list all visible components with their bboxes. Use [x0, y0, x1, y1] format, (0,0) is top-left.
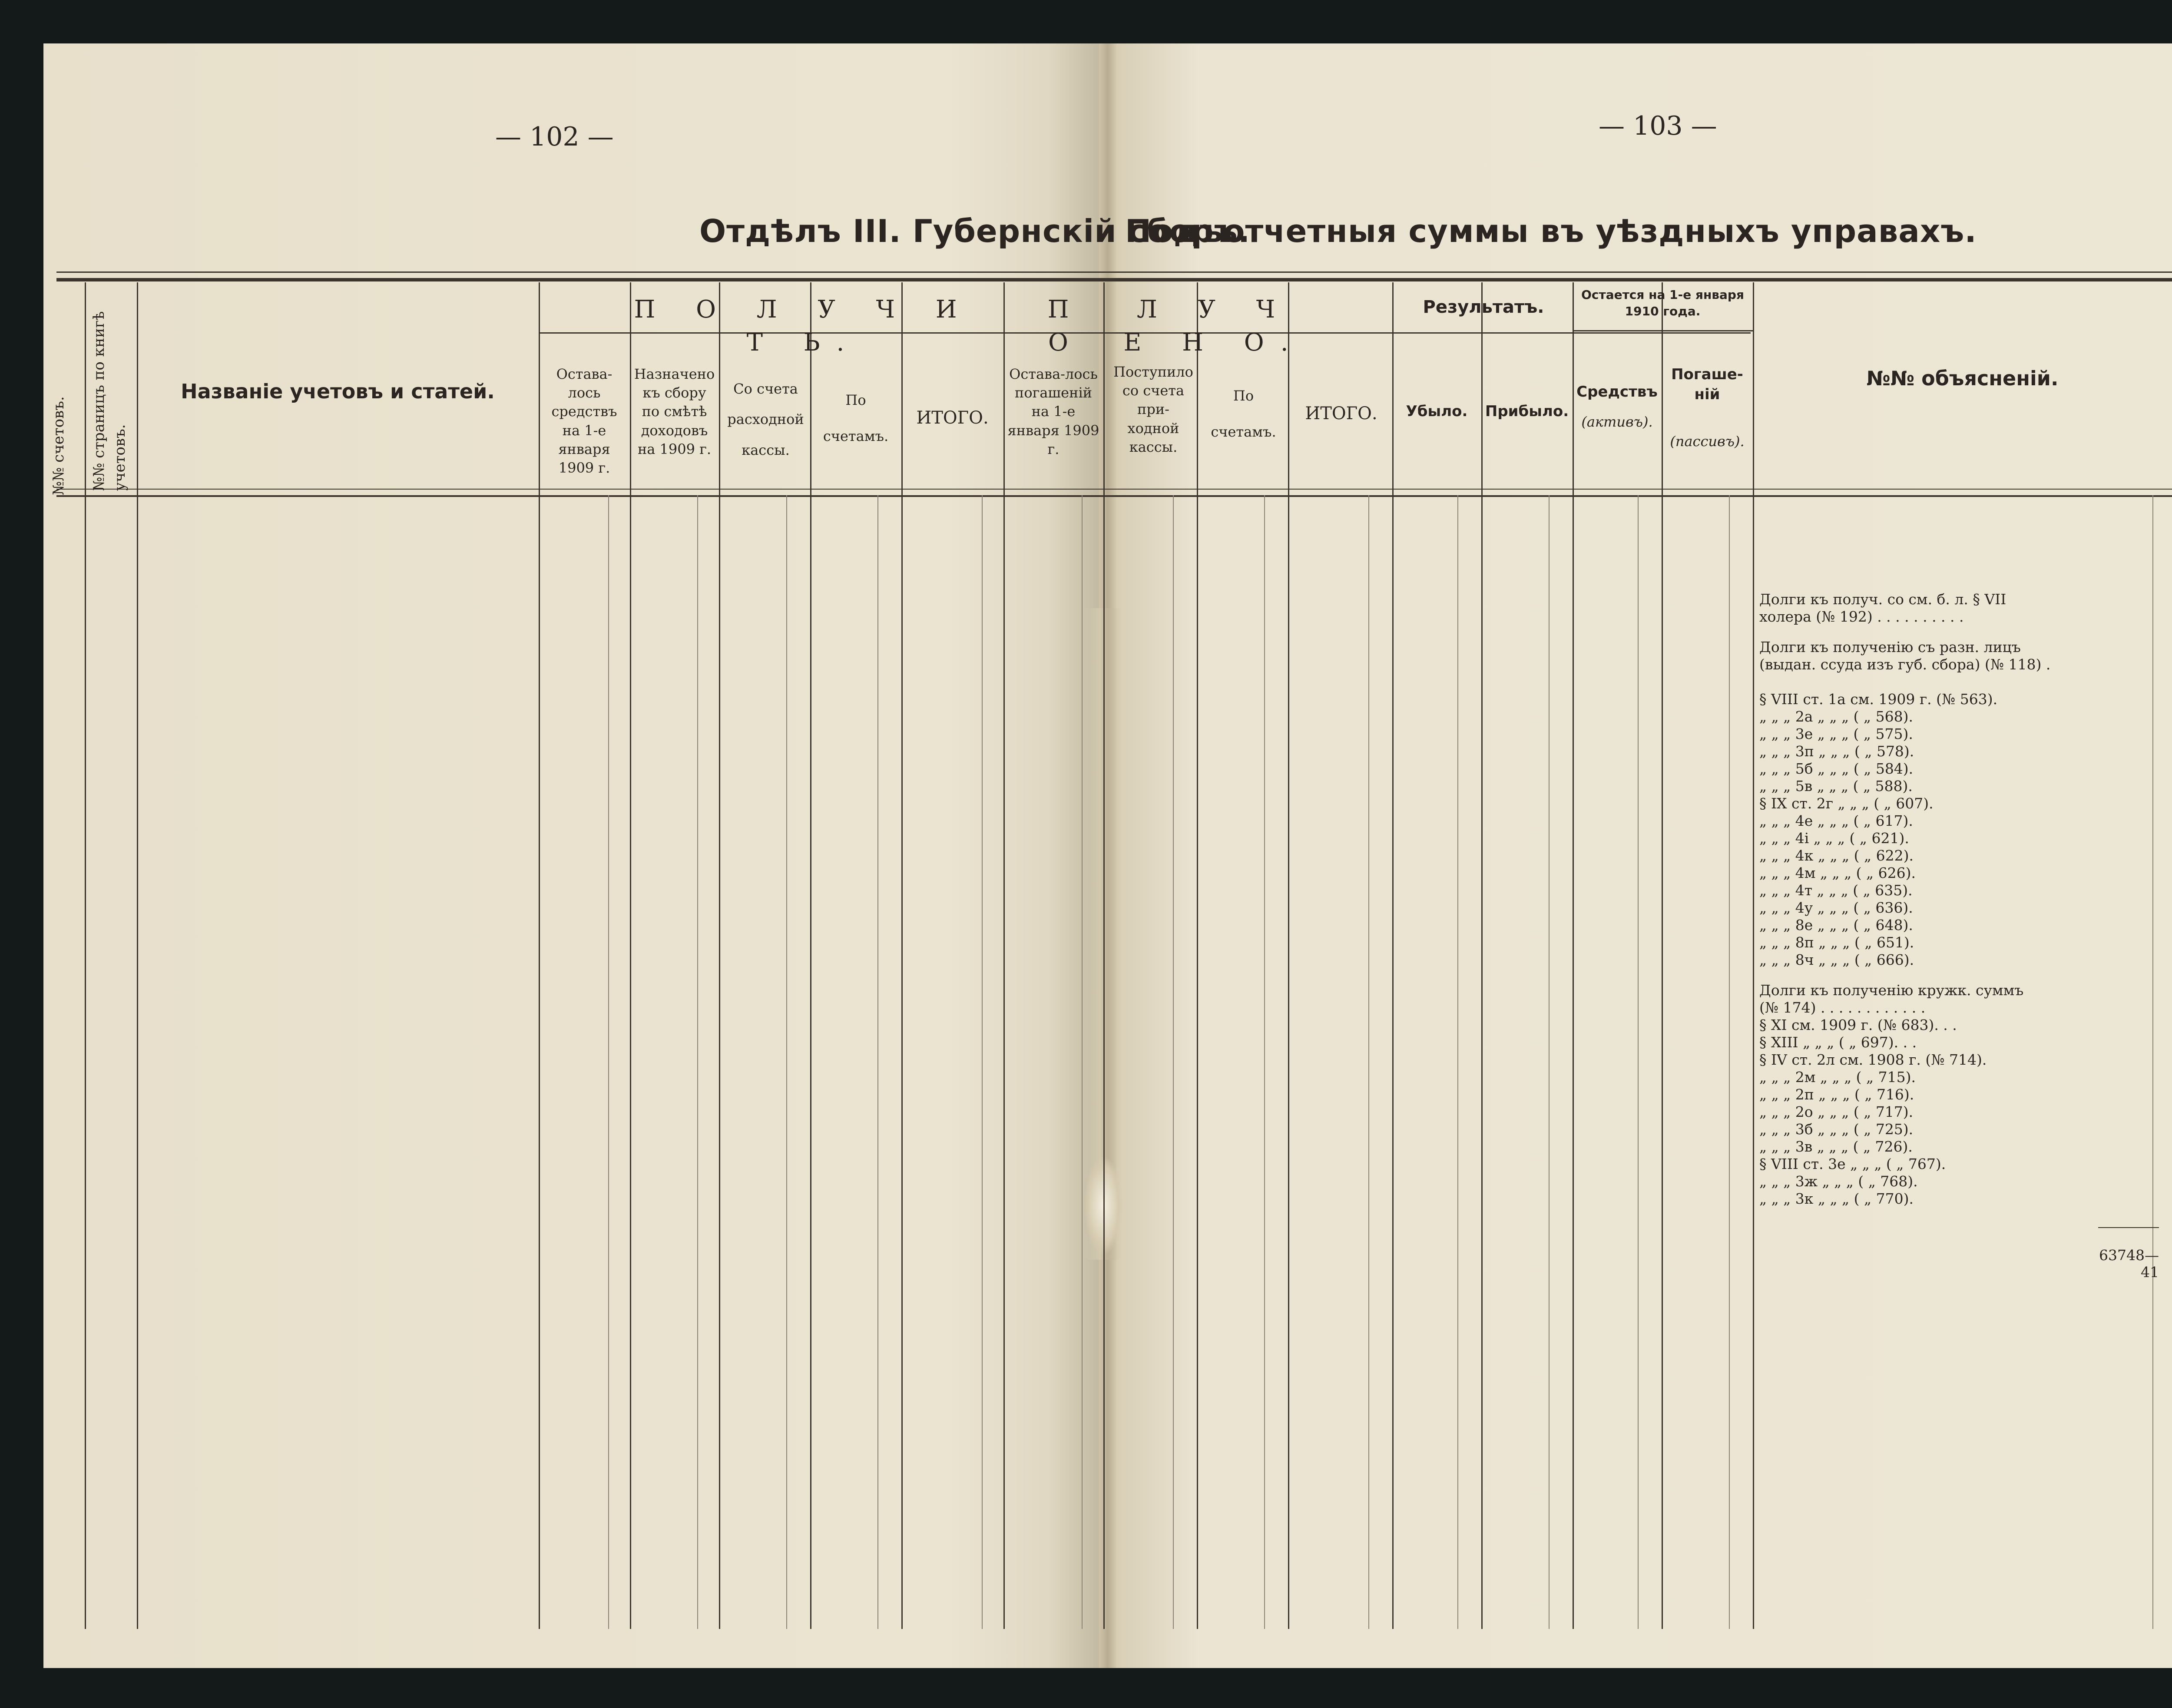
- explanation-text: „ „ „ 5б „ „ „ ( „ 584).: [1759, 760, 1914, 777]
- col-line: [719, 282, 720, 1629]
- explanation-text: (выдан. ссуда изъ губ. сбора) (№ 118) .: [1759, 656, 2051, 673]
- explanation-line: [1759, 725, 2172, 743]
- explanation-line: [1759, 934, 2172, 951]
- col-line: [1197, 282, 1198, 1629]
- explanation-line: [1759, 760, 2172, 778]
- header-ubylo: Убыло.: [1406, 403, 1468, 420]
- header-result: Результатъ.: [1423, 297, 1544, 317]
- col-line: [539, 282, 540, 1629]
- explanation-text: „ „ „ 8п „ „ „ ( „ 651).: [1759, 934, 1914, 951]
- left-title: Отдѣлъ III. Губернскій сборъ.: [699, 213, 1251, 249]
- sub-col-line: [1638, 495, 1639, 1629]
- header-receive: П О Л У Ч И Т Ь.: [634, 295, 973, 357]
- explanation-text: „ „ „ 2м „ „ „ ( „ 715).: [1759, 1069, 1916, 1086]
- explanation-line: [1759, 656, 2172, 673]
- col-line: [810, 282, 811, 1629]
- explanation-text: „ „ „ 3б „ „ „ ( „ 725).: [1759, 1121, 1914, 1138]
- top-rule-thin: [56, 271, 2172, 273]
- explanation-line: [1759, 1103, 2172, 1121]
- explanation-text: „ „ „ 3п „ „ „ ( „ 578).: [1759, 743, 1914, 760]
- explanation-line: [1759, 708, 2172, 725]
- explanation-text: „ „ „ 4к „ „ „ ( „ 622).: [1759, 847, 1914, 864]
- explanation-text: § IX ст. 2г „ „ „ ( „ 607).: [1759, 795, 1934, 812]
- header-aktiv: (активъ).: [1581, 414, 1653, 430]
- explanation-text: „ „ „ 4і „ „ „ ( „ 621).: [1759, 830, 1909, 847]
- explanation-text: § VIII ст. 3е „ „ „ ( „ 767).: [1759, 1155, 1946, 1172]
- explanation-line: [1759, 608, 2172, 626]
- sub-col-line: [1457, 495, 1458, 1629]
- explanation-text: Долги къ полученію съ разн. лицъ: [1759, 639, 2021, 655]
- explanation-text: „ „ „ 8е „ „ „ ( „ 648).: [1759, 917, 1913, 933]
- col-line: [137, 282, 138, 1629]
- explanation-line: [1759, 1173, 2172, 1190]
- right-page-number: — 103 —: [1599, 111, 1717, 141]
- explanation-text: „ „ „ 2о „ „ „ ( „ 717).: [1759, 1103, 1914, 1120]
- sub-col-line: [877, 495, 878, 1629]
- header-received-b: Л У Ч Е Н О.: [1123, 295, 1305, 357]
- explanation-line: [1759, 951, 2172, 969]
- sub-col-line: [1264, 495, 1265, 1629]
- explanation-line: [1759, 999, 2172, 1016]
- header-page-numbers: №№ страницъ по книгѣ учетовъ.: [90, 311, 129, 491]
- sub-col-line: [982, 495, 983, 1629]
- explanation-text: „ „ „ 3ж „ „ „ ( „ 768).: [1759, 1173, 1918, 1190]
- explanation-line: [1759, 882, 2172, 899]
- header-po-schetam-2: По счетамъ.: [1211, 387, 1276, 440]
- explanation-text: „ „ „ 4т „ „ „ ( „ 635).: [1759, 882, 1913, 899]
- right-title: Подъотчетныя суммы въ уѣздныхъ управахъ.: [1125, 213, 1977, 249]
- sub-col-line: [1368, 495, 1369, 1629]
- top-rule: [56, 278, 2172, 281]
- header-postupilo: Поступило со счета при-ходной кассы.: [1113, 364, 1193, 455]
- explanation-line: [1759, 591, 2172, 608]
- explanation-line: [1759, 639, 2172, 656]
- explanation-line: [1759, 899, 2172, 917]
- col-line: [630, 282, 631, 1629]
- col-line: [1103, 282, 1105, 1629]
- explanation-text: „ „ „ 8ч „ „ „ ( „ 666).: [1759, 951, 1914, 968]
- explanation-line: [1759, 812, 2172, 830]
- header-itogo-1: ИТОГО.: [916, 408, 989, 428]
- col-line: [1288, 282, 1289, 1629]
- explanation-text: § XIII „ „ „ ( „ 697). . .: [1759, 1034, 1917, 1051]
- col-line: [1573, 282, 1574, 1629]
- explanation-line: [1759, 1051, 2172, 1069]
- explanation-text: „ „ „ 4у „ „ „ ( „ 636).: [1759, 899, 1913, 916]
- explanation-line: [1759, 1034, 2172, 1051]
- left-page-number: — 102 —: [495, 122, 614, 152]
- header-sredstv: Средствъ: [1576, 383, 1658, 401]
- sub-col-line: [1173, 495, 1174, 1629]
- col-line: [1481, 282, 1483, 1629]
- header-so-scheta: Со счета расходной кассы.: [727, 381, 804, 458]
- col-line: [85, 282, 86, 1629]
- explanation-text: § IV ст. 2л см. 1908 г. (№ 714).: [1759, 1051, 1987, 1068]
- explanation-line: [1759, 917, 2172, 934]
- sub-col-line: [1549, 495, 1550, 1629]
- explanation-line: [1759, 830, 2172, 847]
- header-pogashenii: Погаше-ній: [1671, 366, 1743, 403]
- explanation-line: [1759, 1190, 2172, 1208]
- header-bottom-rule-thin: [56, 489, 2172, 490]
- header-pribylo: Прибыло.: [1485, 403, 1569, 420]
- header-received-a: П О: [1047, 295, 1086, 357]
- explanation-text: „ „ „ 3к „ „ „ ( „ 770).: [1759, 1190, 1914, 1207]
- header-naznacheno: Назначено къ сбору по смѣтѣ доходовъ на 1909 г.: [634, 366, 715, 457]
- header-ostavalos-pog: Остава-лось погашеній на 1-е января 1909 г.: [1007, 366, 1099, 457]
- explanation-line: [1759, 795, 2172, 812]
- explanation-text: „ „ „ 3в „ „ „ ( „ 726).: [1759, 1138, 1913, 1155]
- header-ostavalos: Остава-лось средствъ на 1-е января 1909 г.: [551, 366, 617, 476]
- header-accounts-number: №№ счетовъ.: [50, 396, 67, 495]
- explanation-line: [1759, 1086, 2172, 1103]
- explanation-line: [1759, 691, 2172, 708]
- explanation-line: [1759, 1155, 2172, 1173]
- explanation-line: [1759, 847, 2172, 864]
- explanation-text: „ „ „ 4м „ „ „ ( „ 626).: [1759, 864, 1916, 881]
- explanation-text: холера (№ 192) . . . . . . . . . .: [1759, 608, 1964, 625]
- sub-col-line: [608, 495, 609, 1629]
- explanation-line: [1759, 778, 2172, 795]
- header-remain: Остается на 1-е января 1910 года.: [1581, 288, 1744, 318]
- sub-col-line: [697, 495, 698, 1629]
- explanation-text: § VIII ст. 1а см. 1909 г. (№ 563).: [1759, 691, 1998, 708]
- header-explanations: №№ объясненій.: [1866, 367, 2059, 390]
- sub-col-line: [1729, 495, 1730, 1629]
- header-name-col: Названіе учетовъ и статей.: [181, 380, 495, 403]
- explanation-text: § XI см. 1909 г. (№ 683). . .: [1759, 1016, 1957, 1033]
- sub-col-line: [786, 495, 787, 1629]
- col-line: [1753, 282, 1754, 1629]
- explanation-text: Долги къ полученію кружк. суммъ: [1759, 982, 2024, 999]
- explanation-text: „ „ „ 2а „ „ „ ( „ 568).: [1759, 708, 1913, 725]
- explanation-text: „ „ „ 4е „ „ „ ( „ 617).: [1759, 812, 1913, 829]
- total-rule: [2098, 1227, 2159, 1228]
- explanation-line: [1759, 982, 2172, 999]
- header-passiv: (пассивъ).: [1670, 433, 1745, 450]
- col-line: [901, 282, 903, 1629]
- explanation-line: [1759, 1016, 2172, 1034]
- explanation-text: Долги къ получ. со см. б. л. § VII: [1759, 591, 2006, 608]
- header-bottom-rule: [56, 495, 2172, 497]
- explanation-line: [1759, 1069, 2172, 1086]
- sub-col-line: [1082, 495, 1083, 1629]
- explanation-text: „ „ „ 2п „ „ „ ( „ 716).: [1759, 1086, 1914, 1103]
- explanation-text: „ „ „ 5в „ „ „ ( „ 588).: [1759, 778, 1913, 794]
- explanation-line: [1759, 1121, 2172, 1138]
- explanation-line: [1759, 1138, 2172, 1155]
- col-line: [1392, 282, 1394, 1629]
- left-page: [43, 43, 1108, 1668]
- explanation-line: [1759, 743, 2172, 760]
- header-po-schetam: По счетамъ.: [823, 392, 889, 445]
- col-line: [1003, 282, 1005, 1629]
- col-line: [1662, 282, 1663, 1629]
- header-itogo-2: ИТОГО.: [1305, 404, 1377, 424]
- explanation-line: [1759, 864, 2172, 882]
- explanation-text: (№ 174) . . . . . . . . . . . .: [1759, 999, 1926, 1016]
- explanation-text: „ „ „ 3е „ „ „ ( „ 575).: [1759, 725, 1913, 742]
- grand-total: 63748—41: [2099, 1247, 2159, 1281]
